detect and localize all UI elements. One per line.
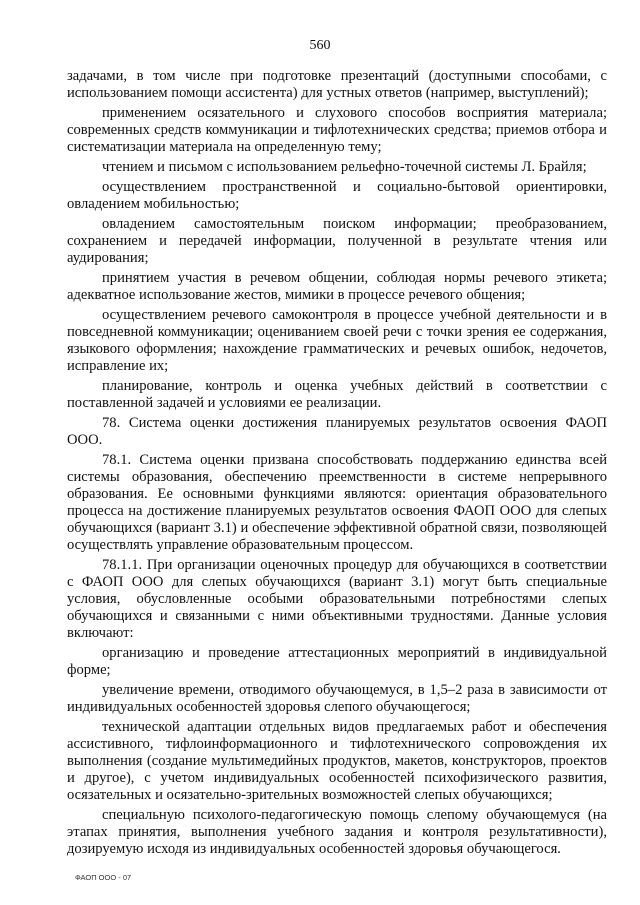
paragraph: технической адаптации отдельных видов предлагаемых работ и обеспечения ассистивного, тифлоинформационного и тифлотехнического сопровождения их выполнения (создание мультимедийных продуктов, макетов, конструкторов, проектов и другое), с учетом индивидуальных особенностей психофизического развития, осязательных и осязательно-зрительных возможностей слепых обучающихся; — [67, 719, 607, 803]
paragraph: увеличение времени, отводимого обучающемуся, в 1,5–2 раза в зависимости от индивидуальных особенностей здоровья слепого обучающегося; — [67, 682, 607, 715]
footer-label: ФАОП ООО - 07 — [75, 873, 132, 882]
paragraph: осуществлением речевого самоконтроля в процессе учебной деятельности и в повседневной коммуникации; оцениванием своей речи с точки зрения ее содержания, языкового оформления; нахождение грамматических и речевых ошибок, недочетов, исправление их; — [67, 307, 607, 374]
document-body — [67, 68, 607, 861]
paragraph: осуществлением пространственной и социально-бытовой ориентировки, овладением мобильностью; — [67, 179, 607, 212]
paragraph: организацию и проведение аттестационных мероприятий в индивидуальной форме; — [67, 645, 607, 678]
paragraph: 78.1.1. При организации оценочных процедур для обучающихся в соответствии с ФАОП ООО для слепых обучающихся (вариант 3.1) могут быть специальные условия, обусловленные особыми образовательными потребностями слепых обучающихся и связанными с ними объективными трудностями. Данные условия включают: — [67, 557, 607, 641]
paragraph: овладением самостоятельным поиском информации; преобразованием, сохранением и передачей информации, полученной в результате чтения или аудирования; — [67, 216, 607, 266]
page-number: 560 — [309, 38, 331, 53]
paragraph: 78.1. Система оценки призвана способствовать поддержанию единства всей системы образования, обеспечению преемственности в системе непрерывного образования. Ее основными функциями являются: ориентация образовательного процесса на достижение планируемых результатов освоения ФАОП ООО для слепых обучающихся (вариант 3.1) и обеспечение эффективной обратной связи, позволяющей осуществлять управление образовательным процессом. — [67, 452, 607, 553]
paragraph: задачами, в том числе при подготовке презентаций (доступными способами, с использованием помощи ассистента) для устных ответов (например, выступлений); — [67, 68, 607, 101]
paragraph: применением осязательного и слухового способов восприятия материала; современных средств коммуникации и тифлотехнических средства; приемов отбора и систематизации материала на определенную тему; — [67, 105, 607, 155]
paragraph: планирование, контроль и оценка учебных действий в соответствии с поставленной задачей и условиями ее реализации. — [67, 378, 607, 411]
paragraph: принятием участия в речевом общении, соблюдая нормы речевого этикета; адекватное использование жестов, мимики в процессе речевого общения; — [67, 270, 607, 303]
paragraph: 78. Система оценки достижения планируемых результатов освоения ФАОП ООО. — [67, 415, 607, 448]
paragraph: чтением и письмом с использованием рельефно-точечной системы Л. Брайля; — [102, 159, 587, 175]
paragraph: специальную психолого-педагогическую помощь слепому обучающемуся (на этапах принятия, выполнения учебного задания и контроля результативности), дозируемую исходя из индивидуальных особенностей здоровья обучающегося. — [67, 807, 607, 857]
